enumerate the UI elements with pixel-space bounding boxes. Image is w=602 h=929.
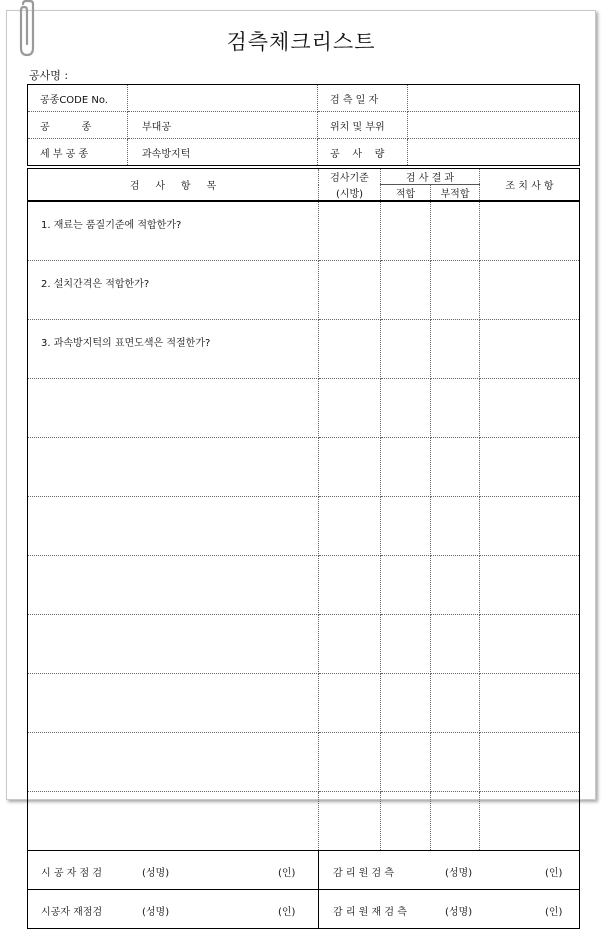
fail-cell[interactable] xyxy=(431,674,480,733)
header-row xyxy=(28,169,580,185)
pass-cell[interactable] xyxy=(381,792,431,851)
check-item[interactable] xyxy=(28,733,319,792)
signature-left xyxy=(28,890,319,929)
info-label: 공종CODE No. xyxy=(28,85,128,112)
seal-field[interactable]: (인) xyxy=(545,907,563,918)
action-cell[interactable] xyxy=(480,320,580,379)
table-row xyxy=(28,497,580,556)
criteria-cell[interactable] xyxy=(319,556,381,615)
pass-cell[interactable] xyxy=(381,497,431,556)
action-cell[interactable] xyxy=(480,792,580,851)
check-item[interactable] xyxy=(28,438,319,497)
info-row xyxy=(28,85,580,112)
header-fail: 부적합 xyxy=(431,185,480,202)
criteria-cell[interactable] xyxy=(319,438,381,497)
supervisor-label: 감 리 원 검 측 xyxy=(333,868,395,879)
info-value[interactable] xyxy=(408,139,580,166)
paperclip-icon xyxy=(14,0,42,58)
table-row xyxy=(28,379,580,438)
criteria-cell[interactable] xyxy=(319,733,381,792)
fail-cell[interactable] xyxy=(431,379,480,438)
action-cell[interactable] xyxy=(480,201,580,261)
fail-cell[interactable] xyxy=(431,438,480,497)
action-cell[interactable] xyxy=(480,556,580,615)
action-cell[interactable] xyxy=(480,379,580,438)
action-cell[interactable] xyxy=(480,497,580,556)
signature-name-field[interactable]: (성명) xyxy=(142,907,170,918)
fail-cell[interactable] xyxy=(431,792,480,851)
info-label: 세 부 공 종 xyxy=(28,139,128,166)
pass-cell[interactable] xyxy=(381,379,431,438)
table-row xyxy=(28,556,580,615)
pass-cell[interactable] xyxy=(381,733,431,792)
page-title: 검측체크리스트 xyxy=(226,30,376,54)
fail-cell[interactable] xyxy=(431,320,480,379)
criteria-cell[interactable] xyxy=(319,201,381,261)
signature-right xyxy=(319,851,580,890)
fail-cell[interactable] xyxy=(431,615,480,674)
pass-cell[interactable] xyxy=(381,615,431,674)
seal-field[interactable]: (인) xyxy=(545,868,563,879)
info-label: 공 종 xyxy=(28,112,128,139)
table-row xyxy=(28,615,580,674)
pass-cell[interactable] xyxy=(381,320,431,379)
header-criteria-sub: (시방) xyxy=(319,185,381,202)
criteria-cell[interactable] xyxy=(319,379,381,438)
table-row xyxy=(28,261,580,320)
pass-cell[interactable] xyxy=(381,674,431,733)
info-label: 검 측 일 자 xyxy=(318,85,408,112)
table-row xyxy=(28,201,580,261)
check-item[interactable] xyxy=(28,615,319,674)
info-row xyxy=(28,139,580,166)
info-value[interactable] xyxy=(408,85,580,112)
criteria-cell[interactable] xyxy=(319,320,381,379)
fail-cell[interactable] xyxy=(431,733,480,792)
signature-name-field[interactable]: (성명) xyxy=(445,868,473,879)
check-item[interactable] xyxy=(28,497,319,556)
criteria-cell[interactable] xyxy=(319,497,381,556)
seal-field[interactable]: (인) xyxy=(278,868,296,879)
fail-cell[interactable] xyxy=(431,556,480,615)
pass-cell[interactable] xyxy=(381,556,431,615)
check-item[interactable] xyxy=(28,674,319,733)
signature-row xyxy=(28,890,580,929)
action-cell[interactable] xyxy=(480,261,580,320)
header-criteria: 검사기준 xyxy=(319,169,381,185)
signature-right xyxy=(319,890,580,929)
header-result: 검 사 결 과 xyxy=(381,169,480,185)
action-cell[interactable] xyxy=(480,615,580,674)
check-item: 2. 설치간격은 적합한가? xyxy=(28,261,319,320)
criteria-cell[interactable] xyxy=(319,792,381,851)
action-cell[interactable] xyxy=(480,674,580,733)
criteria-cell[interactable] xyxy=(319,615,381,674)
criteria-cell[interactable] xyxy=(319,261,381,320)
supervisor-label: 감 리 원 재 검 측 xyxy=(333,907,407,918)
table-row xyxy=(28,733,580,792)
table-row xyxy=(28,792,580,851)
fail-cell[interactable] xyxy=(431,261,480,320)
info-label: 공 사 량 xyxy=(318,139,408,166)
check-item[interactable] xyxy=(28,792,319,851)
info-row xyxy=(28,112,580,139)
fail-cell[interactable] xyxy=(431,497,480,556)
check-item: 1. 재료는 품질기준에 적합한가? xyxy=(28,201,319,261)
check-item[interactable] xyxy=(28,379,319,438)
signature-name-field[interactable]: (성명) xyxy=(445,907,473,918)
action-cell[interactable] xyxy=(480,733,580,792)
check-item[interactable] xyxy=(28,556,319,615)
info-value[interactable] xyxy=(128,85,318,112)
pass-cell[interactable] xyxy=(381,201,431,261)
checklist-table xyxy=(27,168,580,929)
fail-cell[interactable] xyxy=(431,201,480,261)
info-value[interactable]: 부대공 xyxy=(128,112,318,139)
seal-field[interactable]: (인) xyxy=(278,907,296,918)
signature-left xyxy=(28,851,319,890)
action-cell[interactable] xyxy=(480,438,580,497)
table-row xyxy=(28,438,580,497)
info-value[interactable]: 과속방지턱 xyxy=(128,139,318,166)
info-table xyxy=(27,84,580,166)
signature-name-field[interactable]: (성명) xyxy=(142,868,170,879)
header-item: 검 사 항 목 xyxy=(28,169,319,202)
info-value[interactable] xyxy=(408,112,580,139)
project-name-label: 공사명 : xyxy=(29,69,69,82)
signature-row xyxy=(28,851,580,890)
pass-cell[interactable] xyxy=(381,261,431,320)
pass-cell[interactable] xyxy=(381,438,431,497)
table-row xyxy=(28,320,580,379)
criteria-cell[interactable] xyxy=(319,674,381,733)
inspector-label: 시 공 자 점 검 xyxy=(41,868,103,879)
inspector-label: 시공자 재점검 xyxy=(41,907,103,918)
header-action: 조 치 사 항 xyxy=(480,169,580,202)
table-row xyxy=(28,674,580,733)
header-pass: 적합 xyxy=(381,185,431,202)
check-item: 3. 과속방지턱의 표면도색은 적절한가? xyxy=(28,320,319,379)
info-label: 위치 및 부위 xyxy=(318,112,408,139)
